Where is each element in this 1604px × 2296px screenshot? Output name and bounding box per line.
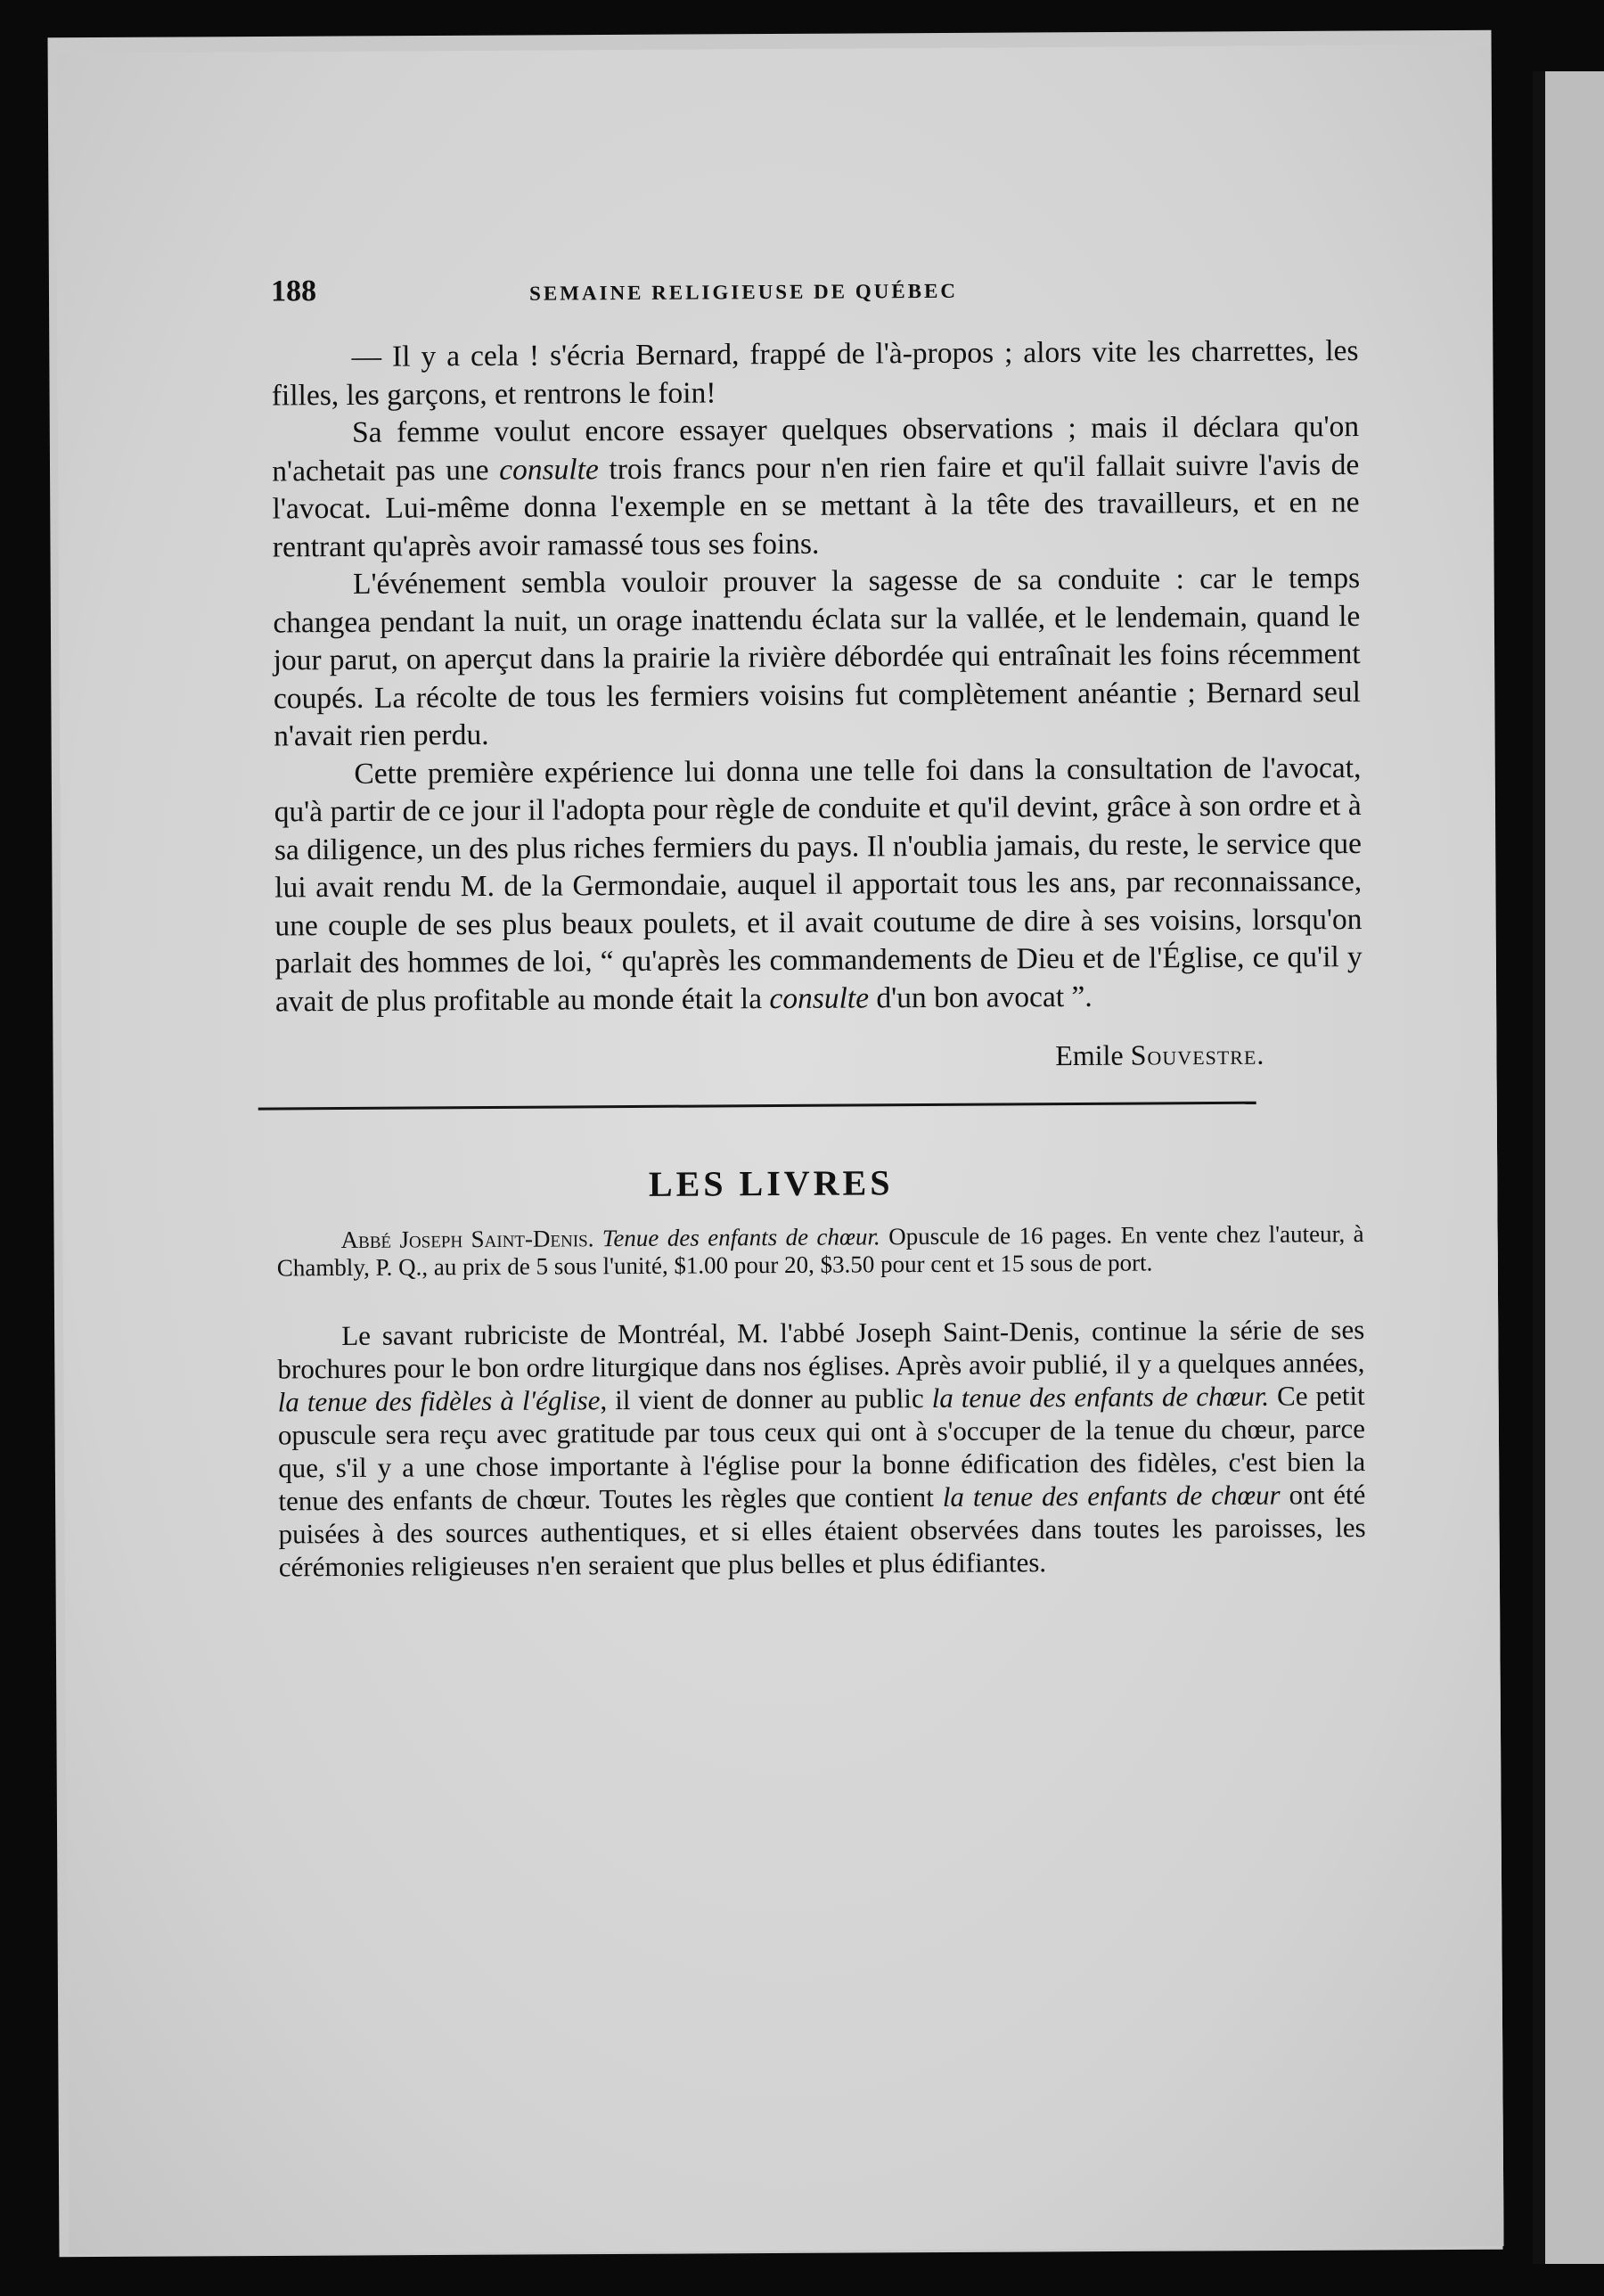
italic-text: la tenue des fidèles à l'église — [277, 1384, 601, 1418]
story-paragraph: L'événement sembla vouloir prouver la sagesse de sa conduite : car le temps changea pendant la nuit, un orage inattendu éclata sur la vallée, et le lendemain, quand le jour parut, on aperçut dans la prairie la rivière débordée qui entraînait les foins récemment coupés. La récolte de tous les fermiers voisins fut complètement anéantie ; Bernard seul n'avait rien perdu. — [273, 562, 1361, 753]
author-last-name: Souvestre. — [1130, 1037, 1265, 1071]
review-paragraph — [277, 1313, 1366, 1583]
text-run: trois francs pour n'en rien faire et qu'il fallait suivre l'avis de l'avocat. Lui-même donna l'exemple en se mettant à la tête des travailleurs, et en ne rentrant qu'après avoir ramassé tous ses foins. — [272, 447, 1360, 563]
text-run: ont été puisées à des sources authentiques, et si elles étaient observées dans toutes les paroisses, les cérémonies religieuses n'en seraient que plus belles et plus édifiantes. — [278, 1478, 1366, 1583]
book-author: Abbé Joseph Saint-Denis. — [340, 1225, 594, 1254]
running-head — [271, 268, 1358, 328]
bibliographic-entry — [277, 1220, 1364, 1282]
book-review — [277, 1313, 1366, 1583]
book-details: Opuscule de 16 pages. En vente chez l'auteur, à Chambly, P. Q., au prix de 5 sous l'unité, $1.00 pour 20, $3.50 pour cent et 15 sous de port. — [276, 1219, 1364, 1282]
book-title: Tenue des enfants de chœur. — [602, 1223, 880, 1252]
page-number: 188 — [270, 275, 317, 308]
facing-page-edge — [1533, 71, 1604, 2264]
running-title: SEMAINE RELIGIEUSE DE QUÉBEC — [529, 279, 959, 305]
author-first-name: Emile — [1055, 1038, 1131, 1072]
author-signature — [275, 1037, 1363, 1077]
text-run: Ce petit opuscule sera reçu avec gratitude par tous ceux qui ont à s'occuper de la tenue du chœur, parce que, s'il y a une chose importante à l'église pour la bonne édification des fidèles, c'est bien la tenue des enfants de chœur. Toutes les règles que contient — [277, 1379, 1366, 1517]
text-run: d'un bon avocat ”. — [868, 980, 1093, 1014]
text-run: Cette première expérience lui donna une telle foi dans la consultation de l'avocat, qu'à partir de ce jour il l'adopta pour règle de conduite et qu'il devint, grâce à son ordre et à sa diligence, un des plus riches fermiers du pays. Il n'oublia jamais, du reste, le service que lui avait rendu M. de la Germondaie, auquel il apportait tous les ans, par reconnaissance, une couple de ses plus beaux poulets, et il avait coutume de dire à ses voisins, lorsqu'on parlait des hommes de loi, “ qu'après les commandements de Dieu et de l'Église, ce qu'il y avait de plus profitable au monde était la — [274, 750, 1363, 1018]
book-page — [55, 45, 1503, 2255]
italic-text: consulte — [499, 452, 599, 487]
italic-text: consulte — [769, 980, 870, 1015]
text-run: Sa femme voulut encore essayer quelques observations ; mais il déclara qu'on n'achetait pas une — [272, 410, 1360, 488]
story-paragraph: — Il y a cela ! s'écria Bernard, frappé de l'à-propos ; alors vite les charrettes, les filles, les garçons, et rentrons le foin! — [271, 334, 1359, 412]
text-run: Le savant rubriciste de Montréal, M. l'abbé Joseph Saint-Denis, continue la série de ses brochures pour le bon ordre liturgique dans nos églises. Après avoir publié, il y a quelques années, — [277, 1313, 1365, 1385]
italic-text: la tenue des enfants de chœur. — [931, 1380, 1270, 1414]
story-paragraph — [274, 750, 1363, 1021]
text-run: , il vient de donner au public — [600, 1382, 932, 1416]
page-content — [271, 268, 1366, 1583]
story-paragraph — [272, 408, 1360, 566]
story-text — [271, 332, 1363, 1077]
section-heading: LES LIVRES — [648, 1162, 894, 1204]
section-divider — [258, 1102, 1256, 1111]
italic-text: la tenue des enfants de chœur — [942, 1479, 1281, 1513]
